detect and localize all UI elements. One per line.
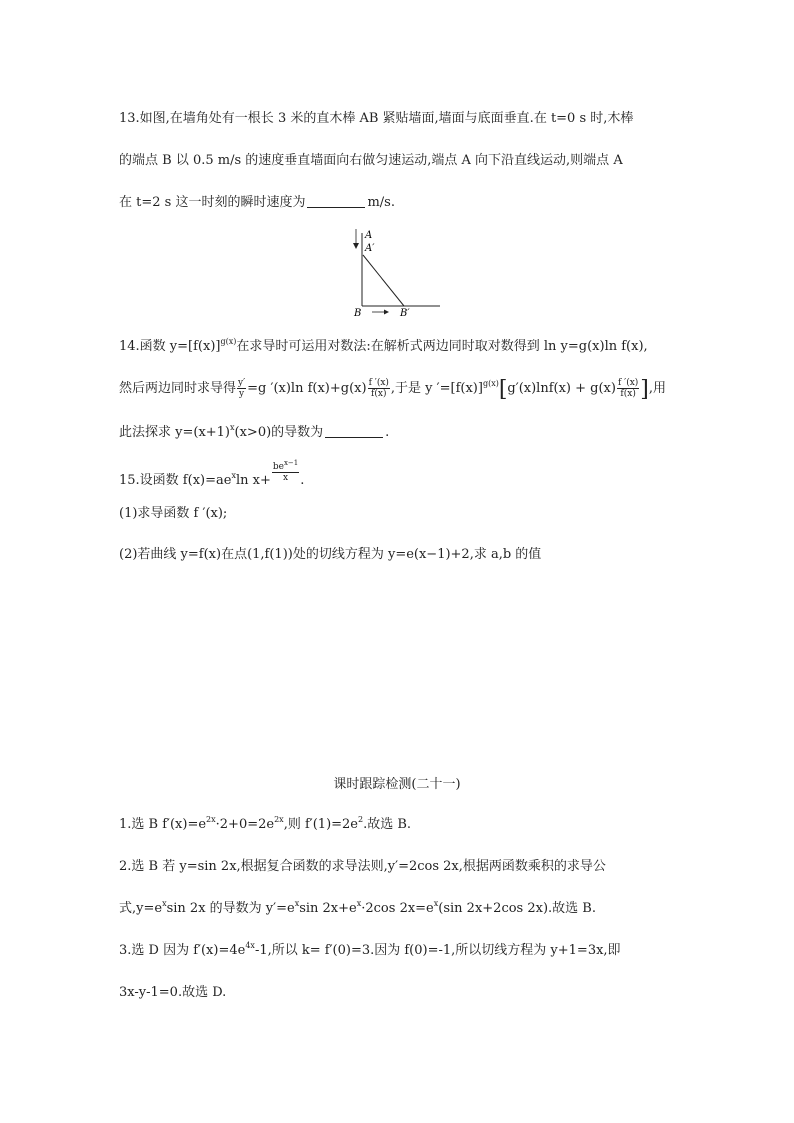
fraction-be xyxy=(272,459,299,483)
q15-part-1: (1)求导函数 f ′(x); xyxy=(119,506,228,521)
answer-1-exp-1: 2x xyxy=(206,815,216,824)
label-b-prime: B′ xyxy=(400,308,410,319)
fraction-f-num: f ′(x) xyxy=(368,378,389,388)
q14-line-3 xyxy=(119,424,389,442)
q13-unit: m/s. xyxy=(367,195,395,210)
fraction-be-num xyxy=(272,459,299,473)
q14-text-e: ,于是 y ′=[f(x)] xyxy=(390,381,483,396)
answer-3-exp: 4x xyxy=(245,941,255,950)
answer-2-exp-1: x xyxy=(162,899,167,908)
answer-2-exp-2: x xyxy=(294,899,300,908)
answer-3-line-2: 3x-y-1=0.故选 D. xyxy=(119,985,227,1000)
fraction-y-num: y′ xyxy=(238,378,246,388)
q15-text-b: ln x+ xyxy=(235,473,271,488)
q14-text-c: 然后两边同时求导得 xyxy=(119,381,237,396)
answer-1 xyxy=(119,816,411,834)
label-a: A xyxy=(365,230,373,241)
ladder-figure xyxy=(340,225,450,320)
answer-3-line-1 xyxy=(119,942,621,960)
q14-text-b: 在求导时可运用对数法:在解析式两边同时取对数得到 ln y=g(x)ln f(x), xyxy=(236,339,648,354)
q14-text-d: =g ′(x)ln f(x)+g(x) xyxy=(247,381,367,396)
fraction-f-2 xyxy=(617,378,639,399)
q14-exp-1: g(x) xyxy=(220,337,237,346)
q14-bracket-content: g′(x)lnf(x) + g(x) xyxy=(507,381,616,396)
fraction-f-2-den: f(x) xyxy=(620,389,636,399)
answer-2-c: sin 2x+e xyxy=(299,901,357,916)
answer-3-b: -1,所以 k= f′(0)=3.因为 f(0)=-1,所以切线方程为 y+1=3x,即 xyxy=(254,943,621,958)
fraction-be-num-text: be xyxy=(272,462,284,472)
left-bracket: [ xyxy=(498,377,508,402)
fraction-y xyxy=(237,378,246,399)
answer-2-line-1: 2.选 B 若 y=sin 2x,根据复合函数的求导法则,y′=2cos 2x,根据两函数乘积的求导公 xyxy=(119,859,606,874)
right-arrowhead-icon xyxy=(384,310,389,315)
fraction-f xyxy=(368,378,390,399)
q15-exp-1: x xyxy=(231,471,236,480)
q14-line-2 xyxy=(119,377,667,402)
down-arrowhead-icon xyxy=(353,243,359,249)
answers-title: 课时跟踪检测(二十一) xyxy=(333,777,461,792)
answer-2-exp-3: x xyxy=(356,899,362,908)
q13-line-3-text: 在 t=2 s 这一时刻的瞬时速度为 xyxy=(119,195,306,210)
label-a-prime: A′ xyxy=(365,243,375,254)
q15-text-a: 15.设函数 f(x)=ae xyxy=(119,473,232,488)
answer-blank-2 xyxy=(325,425,383,438)
q14-text-f: ,用 xyxy=(648,381,667,396)
q13-line-3 xyxy=(119,194,395,212)
q13-line-2: 的端点 B 以 0.5 m/s 的速度垂直墙面向右做匀速运动,端点 A 向下沿直线运动,则端点 A xyxy=(119,153,623,168)
fraction-y-den: y xyxy=(239,389,245,399)
label-b: B xyxy=(354,308,362,319)
q14-text-end: . xyxy=(385,425,390,440)
q13-line-1: 13.如图,在墙角处有一根长 3 米的直木棒 AB 紧贴墙面,墙面与底面垂直.在 t=0 s 时,木棒 xyxy=(119,111,634,126)
answer-1-exp-3: 2 xyxy=(358,815,364,824)
answer-2-d: ·2cos 2x=e xyxy=(361,901,434,916)
fraction-f-den: f(x) xyxy=(371,389,387,399)
answer-3-a: 3.选 D 因为 f′(x)=4e xyxy=(119,943,246,958)
answer-1-exp-2: 2x xyxy=(274,815,284,824)
q14-line-1 xyxy=(119,338,648,356)
q14-exp-3: x xyxy=(230,423,235,432)
q14-exp-2: g(x) xyxy=(482,379,499,388)
answer-blank xyxy=(307,195,365,208)
answer-2-f: (sin 2x+2cos 2x).故选 B. xyxy=(438,901,596,916)
answer-1-b: ·2+0=2e xyxy=(215,817,275,832)
answer-1-a: 1.选 B f′(x)=e xyxy=(119,817,207,832)
q15-part-2: (2)若曲线 y=f(x)在点(1,f(1))处的切线方程为 y=e(x−1)+2,求 a,b 的值 xyxy=(119,547,542,562)
answer-2-a: 式,y=e xyxy=(119,901,163,916)
stick-line xyxy=(363,255,404,306)
q15-line-1 xyxy=(119,459,305,490)
q15-text-end: . xyxy=(300,473,305,488)
fraction-be-den: x xyxy=(282,473,289,483)
answer-1-d: .故选 B. xyxy=(363,817,412,832)
answer-2-b: sin 2x 的导数为 y′=e xyxy=(166,901,295,916)
q14-text-a: 14.函数 y=[f(x)] xyxy=(119,339,221,354)
fraction-f-2-num: f ′(x) xyxy=(617,378,639,388)
right-bracket: ] xyxy=(640,377,649,402)
q14-text-h: (x>0)的导数为 xyxy=(234,425,324,440)
q14-text-g: 此法探求 y=(x+1) xyxy=(119,425,231,440)
answer-1-c: ,则 f′(1)=2e xyxy=(283,817,359,832)
fraction-be-num-exp: x−1 xyxy=(283,459,299,467)
answer-2-exp-4: x xyxy=(433,899,439,908)
answer-2-line-2 xyxy=(119,900,596,918)
